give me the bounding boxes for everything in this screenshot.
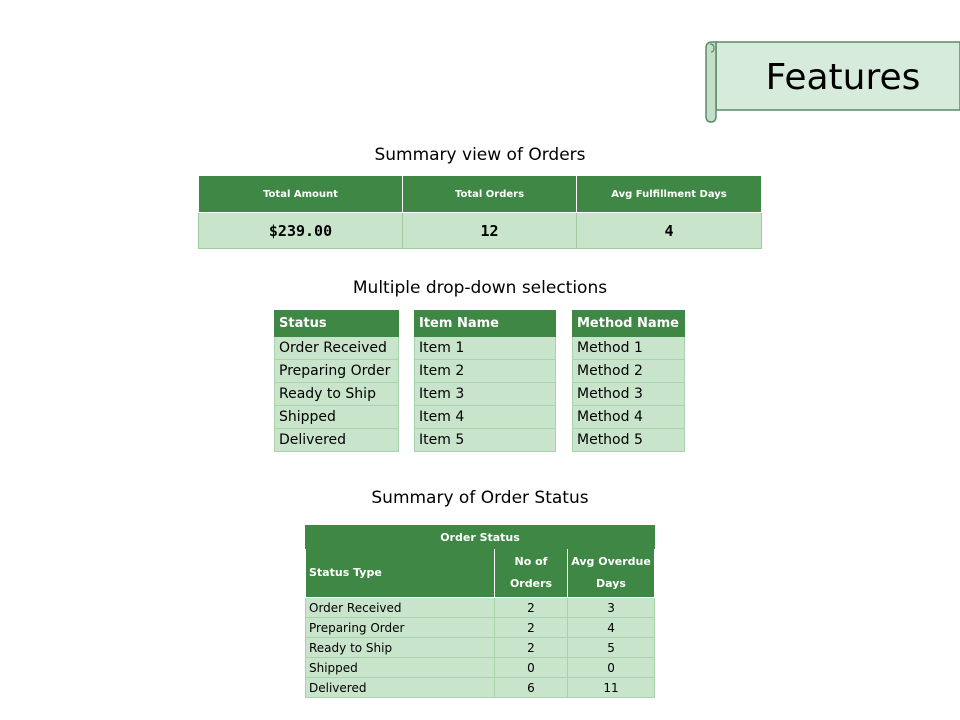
item-name-dropdown-header[interactable]: Item Name [415,311,556,337]
overdue-cell: 0 [568,658,655,678]
list-item[interactable]: Order Received [275,337,399,360]
avg-overdue-header-line1: Avg Overdue [571,555,651,568]
status-dropdown-list [274,310,399,452]
list-item[interactable]: Delivered [275,429,399,452]
overdue-cell: 5 [568,638,655,658]
total-amount-header: Total Amount [199,176,403,213]
orders-cell: 2 [495,618,568,638]
list-item[interactable]: Item 4 [415,406,556,429]
item-name-dropdown-list [414,310,556,452]
orders-cell: 2 [495,598,568,618]
total-amount-value: $239.00 [199,213,403,249]
orders-cell: 0 [495,658,568,678]
status-type-header: Status Type [306,549,495,598]
list-item[interactable]: Item 3 [415,383,556,406]
dropdown-section-title: Multiple drop-down selections [352,278,608,298]
features-banner [704,40,960,124]
list-item[interactable]: Ready to Ship [275,383,399,406]
orders-cell: 6 [495,678,568,698]
order-status-table [305,525,655,698]
avg-fulfillment-header: Avg Fulfillment Days [577,176,762,213]
list-item[interactable]: Item 1 [415,337,556,360]
no-of-orders-header-line1: No of [514,555,548,568]
list-item[interactable]: Preparing Order [275,360,399,383]
status-dropdown-header[interactable]: Status [275,311,399,337]
overdue-cell: 3 [568,598,655,618]
list-item[interactable]: Item 2 [415,360,556,383]
status-cell: Ready to Ship [306,638,495,658]
method-name-dropdown-list [572,310,685,452]
table-row [306,618,655,638]
total-orders-value: 12 [403,213,577,249]
list-item[interactable]: Item 5 [415,429,556,452]
status-cell: Preparing Order [306,618,495,638]
orders-cell: 2 [495,638,568,658]
overdue-cell: 4 [568,618,655,638]
total-orders-header: Total Orders [403,176,577,213]
no-of-orders-header [495,549,568,598]
avg-overdue-header-line2: Days [596,577,626,590]
table-row [306,678,655,698]
status-cell: Shipped [306,658,495,678]
list-item[interactable]: Shipped [275,406,399,429]
table-row [306,598,655,618]
order-status-caption: Order Status [306,526,655,549]
avg-overdue-header [568,549,655,598]
status-cell: Order Received [306,598,495,618]
list-item[interactable]: Method 4 [573,406,685,429]
list-item[interactable]: Method 3 [573,383,685,406]
list-item[interactable]: Method 1 [573,337,685,360]
summary-view-title: Summary view of Orders [374,145,586,165]
avg-fulfillment-value: 4 [577,213,762,249]
list-item[interactable]: Method 5 [573,429,685,452]
banner-title: Features [765,56,921,98]
table-row [306,658,655,678]
overdue-cell: 11 [568,678,655,698]
table-row [306,638,655,658]
no-of-orders-header-line2: Orders [509,577,553,590]
summary-table [198,175,762,249]
status-cell: Delivered [306,678,495,698]
order-status-section-title: Summary of Order Status [371,488,589,508]
method-name-dropdown-header[interactable]: Method Name [573,311,685,337]
list-item[interactable]: Method 2 [573,360,685,383]
